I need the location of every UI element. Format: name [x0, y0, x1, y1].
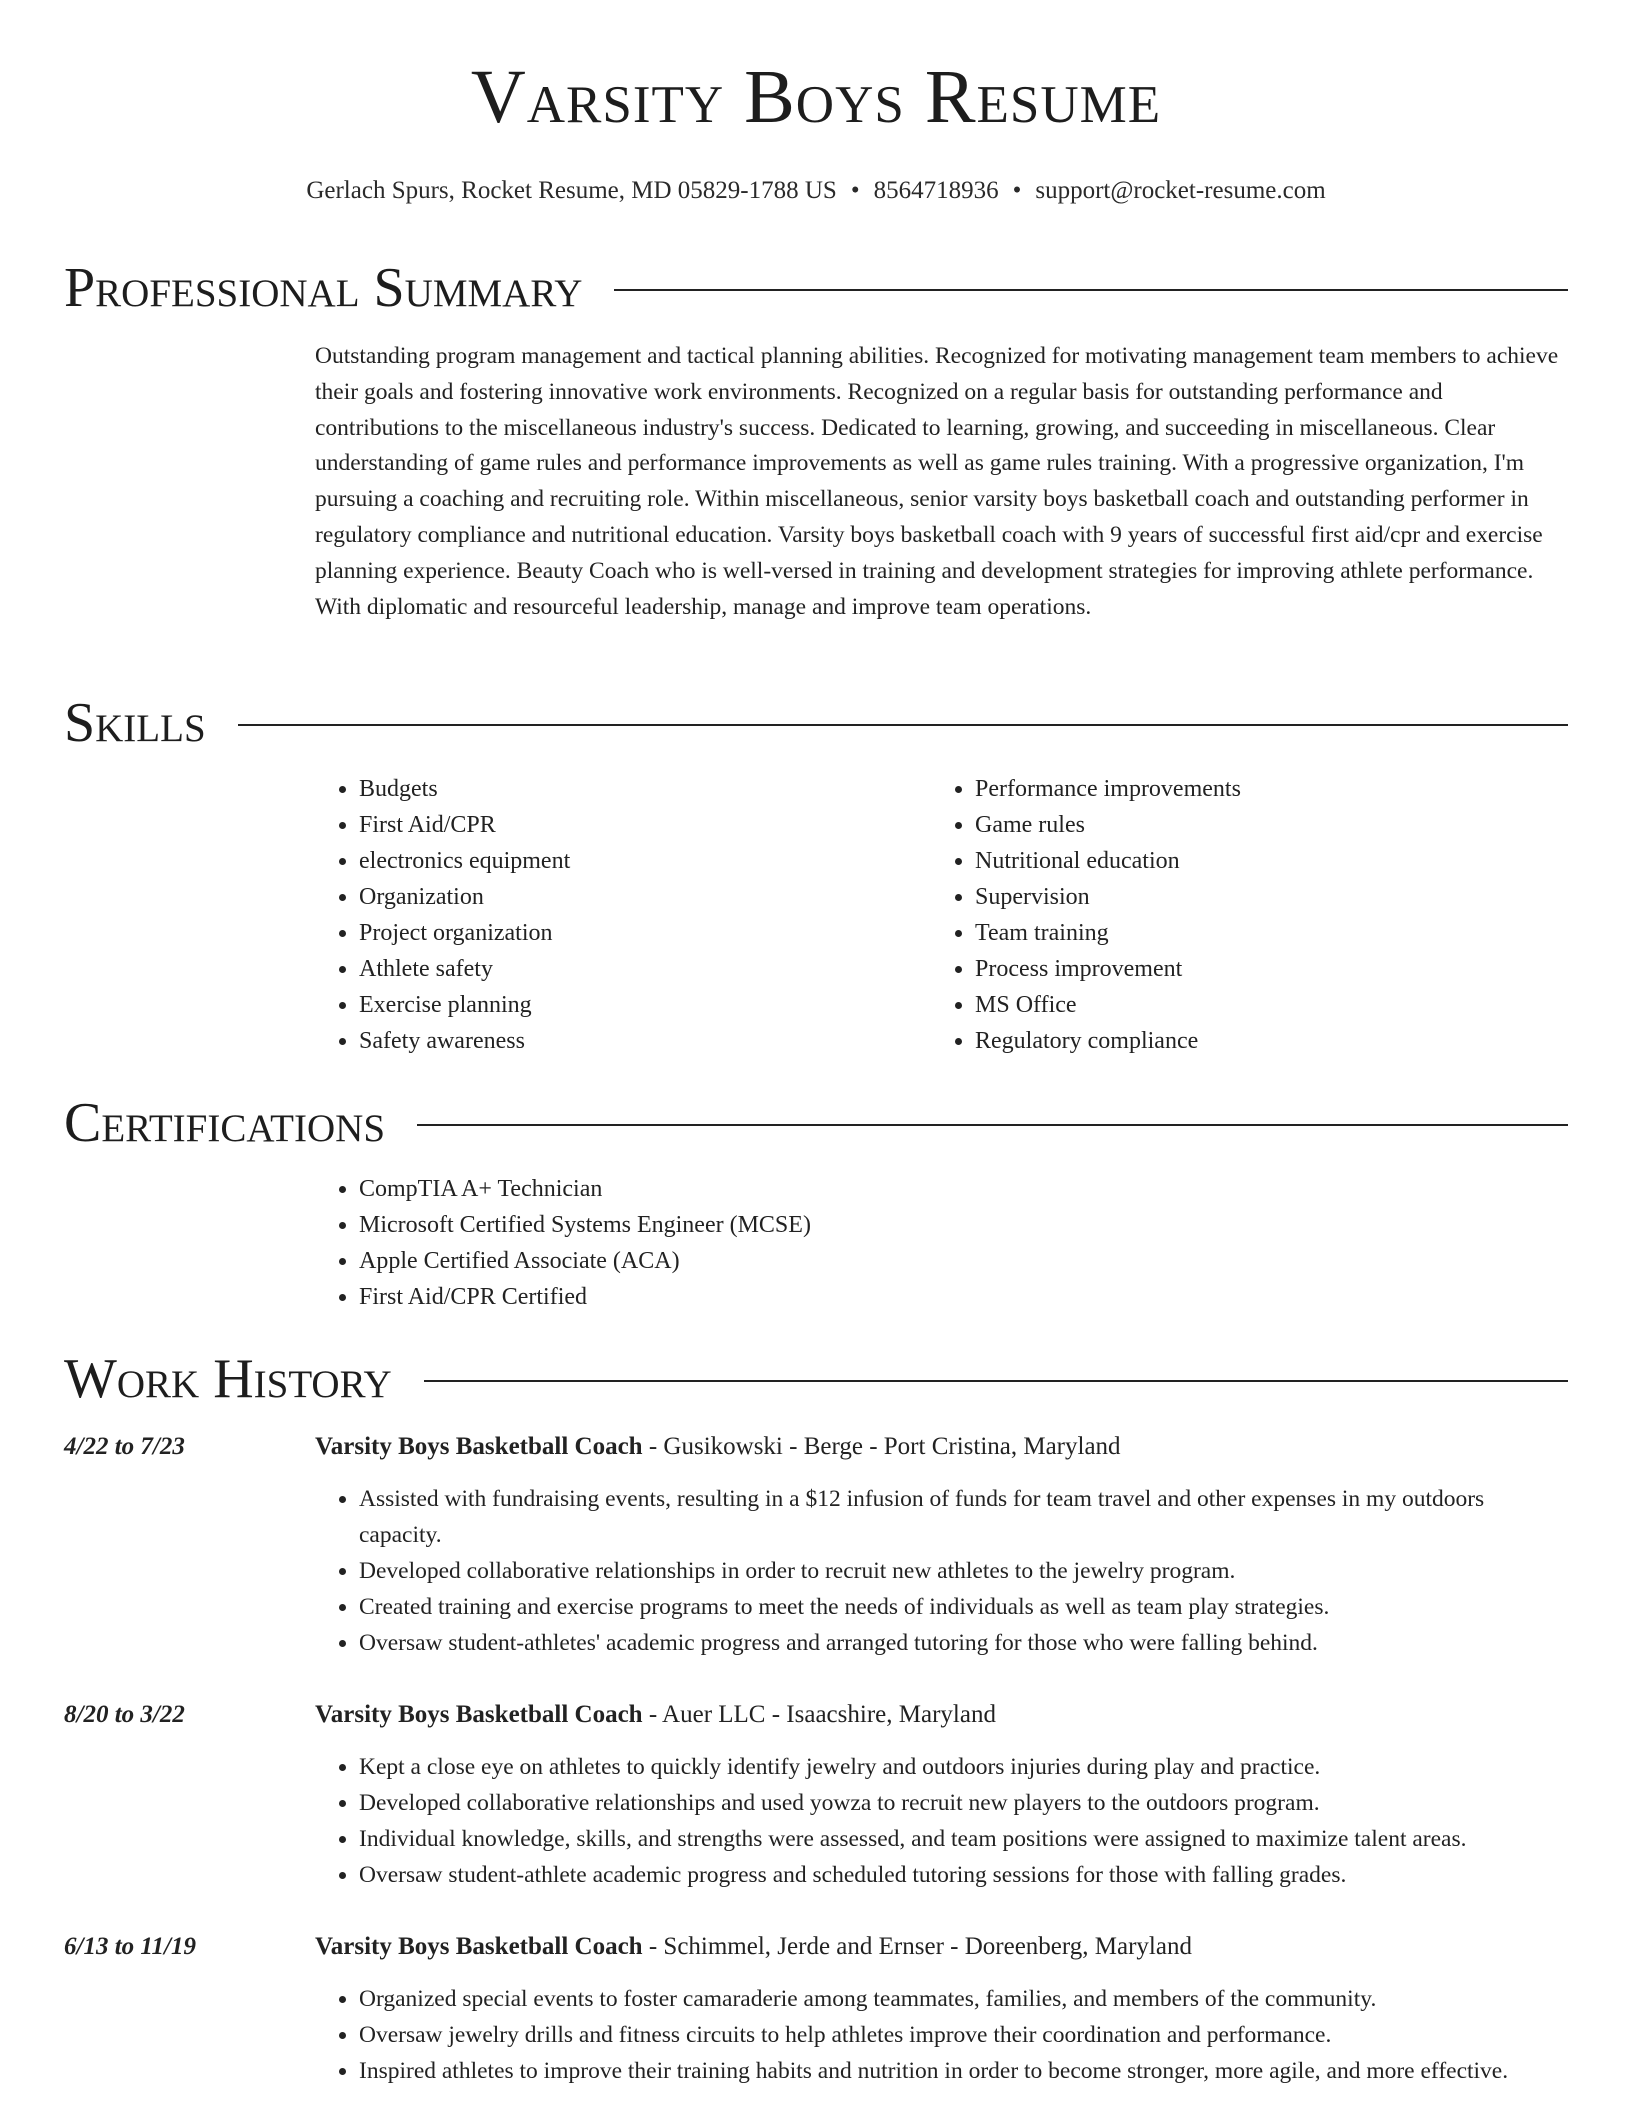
certifications-block: [315, 1171, 1565, 1315]
list-item: • Team training: [975, 915, 1531, 951]
job-duties: [315, 1981, 1570, 2089]
section-title: Work History: [64, 1348, 392, 1410]
list-item: • Game rules: [975, 807, 1531, 843]
list-item: • Supervision: [975, 879, 1531, 915]
list-item: • Apple Certified Associate (ACA): [359, 1243, 1565, 1279]
contact-separator: •: [850, 177, 860, 204]
list-item: • Organization: [359, 879, 915, 915]
job-title: Varsity Boys Basketball Coach: [315, 1933, 643, 1960]
list-item: • Developed collaborative relationships and used yowza to recruit new players to the outdoors program.: [359, 1785, 1570, 1821]
section-heading-summary: [64, 258, 1568, 318]
list-item: • Exercise planning: [359, 987, 915, 1023]
job-heading: [315, 1429, 1121, 1465]
list-item: • Athlete safety: [359, 951, 915, 987]
section-divider: [424, 1380, 1568, 1382]
summary-paragraph: Outstanding program management and tactical planning abilities. Recognized for motivating management team members to achieve their goals and fostering innovative work environments. Recognized on a regular basis for outstanding performance and contributions to the miscellaneous industry's success. Dedicated to learning, growing, and succeeding in miscellaneous. Clear understanding of game rules and performance improvements as well as game rules training. With a progressive organization, I'm pursuing a coaching and recruiting role. Within miscellaneous, senior varsity boys basketball coach and outstanding performer in regulatory compliance and nutritional education. Varsity boys basketball coach with 9 years of successful first aid/cpr and exercise planning experience. Beauty Coach who is well-versed in training and development strategies for improving athlete performance. With diplomatic and resourceful leadership, manage and improve team operations.: [315, 343, 1559, 620]
certifications-list: [315, 1171, 1565, 1315]
job-bullets: [315, 1481, 1570, 1661]
section-divider: [614, 289, 1568, 291]
list-item: • Oversaw student-athletes' academic progress and arranged tutoring for those who were falling behind.: [359, 1625, 1570, 1661]
job-employer-location: - Gusikowski - Berge - Port Cristina, Maryland: [642, 1433, 1121, 1460]
job-duties: [315, 1749, 1570, 1893]
list-item: • electronics equipment: [359, 843, 915, 879]
job-bullets: [315, 1749, 1570, 1893]
list-item: • Oversaw student-athlete academic progress and scheduled tutoring sessions for those with falling grades.: [359, 1857, 1570, 1893]
list-item: • CompTIA A+ Technician: [359, 1171, 1565, 1207]
list-item: • Developed collaborative relationships in order to recruit new athletes to the jewelry program.: [359, 1553, 1570, 1589]
list-item: • Created training and exercise programs to meet the needs of individuals as well as team play strategies.: [359, 1589, 1570, 1625]
list-item: • Microsoft Certified Systems Engineer (MCSE): [359, 1207, 1565, 1243]
job-title: Varsity Boys Basketball Coach: [315, 1433, 643, 1460]
list-item: • Organized special events to foster camaraderie among teammates, families, and members of the community.: [359, 1981, 1570, 2017]
skills-column-left: [315, 771, 915, 1059]
contact-separator: •: [1012, 177, 1022, 204]
section-title: Certifications: [64, 1092, 386, 1154]
job-dates: 8/20 to 3/22: [64, 1701, 185, 1728]
list-item: • First Aid/CPR Certified: [359, 1279, 1565, 1315]
list-item: • Performance improvements: [975, 771, 1531, 807]
job-employer-location: - Schimmel, Jerde and Ernser - Doreenberg, Maryland: [642, 1933, 1192, 1960]
job-duties: [315, 1481, 1570, 1661]
contact-address: Gerlach Spurs, Rocket Resume, MD 05829-1788 US: [306, 177, 837, 204]
list-item: • Regulatory compliance: [975, 1023, 1531, 1059]
job-title: Varsity Boys Basketball Coach: [315, 1701, 643, 1728]
section-divider: [238, 724, 1568, 726]
list-item: • Kept a close eye on athletes to quickly identify jewelry and outdoors injuries during play and practice.: [359, 1749, 1570, 1785]
job-dates: 6/13 to 11/19: [64, 1933, 196, 1960]
list-item: • Process improvement: [975, 951, 1531, 987]
skills-list: [315, 771, 915, 1059]
list-item: • Nutritional education: [975, 843, 1531, 879]
skills-column-right: [931, 771, 1531, 1059]
list-item: • Inspired athletes to improve their training habits and nutrition in order to become stronger, more agile, and more effective.: [359, 2053, 1570, 2089]
contact-email[interactable]: support@rocket-resume.com: [1035, 177, 1326, 204]
section-heading-certifications: [64, 1093, 1568, 1153]
list-item: • MS Office: [975, 987, 1531, 1023]
list-item: • Budgets: [359, 771, 915, 807]
skills-list: [931, 771, 1531, 1059]
list-item: • Safety awareness: [359, 1023, 915, 1059]
list-item: • Oversaw jewelry drills and fitness circuits to help athletes improve their coordination and performance.: [359, 2017, 1570, 2053]
list-item: • Assisted with fundraising events, resulting in a $12 infusion of funds for team travel and other expenses in my outdoors capacity.: [359, 1481, 1570, 1553]
section-heading-work-history: [64, 1349, 1568, 1409]
list-item: • First Aid/CPR: [359, 807, 915, 843]
section-title: Skills: [64, 692, 206, 754]
contact-line: [0, 176, 1632, 206]
job-employer-location: - Auer LLC - Isaacshire, Maryland: [642, 1701, 996, 1728]
contact-phone: 8564718936: [873, 177, 999, 204]
list-item: • Individual knowledge, skills, and strengths were assessed, and team positions were assigned to maximize talent areas.: [359, 1821, 1570, 1857]
job-heading: [315, 1929, 1192, 1965]
list-item: • Project organization: [359, 915, 915, 951]
section-divider: [417, 1124, 1568, 1126]
section-title: Professional Summary: [64, 257, 583, 319]
job-heading: [315, 1697, 996, 1733]
job-bullets: [315, 1981, 1570, 2089]
job-dates: 4/22 to 7/23: [64, 1433, 185, 1460]
section-heading-skills: [64, 693, 1568, 753]
resume-name: Varsity Boys Resume: [470, 55, 1162, 139]
